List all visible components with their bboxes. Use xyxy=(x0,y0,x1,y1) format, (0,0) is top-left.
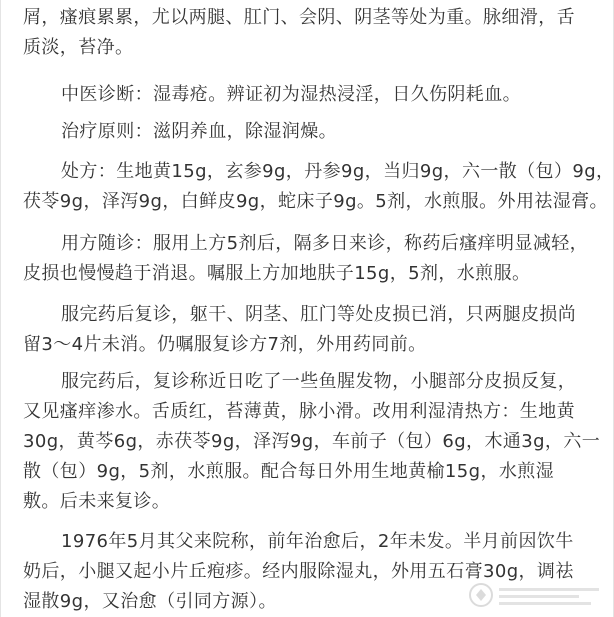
text-line: 质淡，苔净。 xyxy=(23,37,134,58)
text-line: 敷。后未来复诊。 xyxy=(23,491,171,512)
paragraph-outcome xyxy=(23,527,599,617)
text-line: 服完药后，复诊称近日吃了一些鱼腥发物，小腿部分皮损反复， xyxy=(61,371,577,392)
paragraph-second-visit xyxy=(23,300,599,360)
text-line: 皮损也慢慢趋于消退。嘱服上方加地肤子15g，5剂，水煎服。 xyxy=(23,263,531,284)
paragraph-diagnosis xyxy=(23,80,599,110)
text-line: 中医诊断：湿毒疮。辨证初为湿热浸淫，日久伤阴耗血。 xyxy=(61,84,521,105)
text-line: 服完药后复诊，躯干、阴茎、肛门等处皮损已消，只两腿皮损尚 xyxy=(61,304,577,325)
paragraph-follow-up xyxy=(23,229,599,289)
paragraph-symptoms xyxy=(23,3,599,63)
text-line: 治疗原则：滋阴养血，除湿润燥。 xyxy=(61,121,337,142)
paragraph-prescription xyxy=(23,157,614,217)
text-line: 留3～4片未消。仍嘱服复诊方7剂，外用药同前。 xyxy=(23,334,427,355)
text-line: 30g，黄芩6g，赤茯苓9g，泽泻9g，车前子（包）6g，木通3g，六一 xyxy=(23,431,601,452)
text-line: 湿散9g，又治愈（引同方源）。 xyxy=(23,591,277,612)
text-line: 又见瘙痒渗水。舌质红，苔薄黄，脉小滑。改用利湿清热方：生地黄 xyxy=(23,401,575,422)
text-line: 用方随诊：服用上方5剂后，隔多日来诊，称药后瘙痒明显减轻， xyxy=(61,233,589,254)
text-line: 散（包）9g，5剂，水煎服。配合每日外用生地黄榆15g，水煎湿 xyxy=(23,461,555,482)
text-line: 奶后，小腿又起小片丘疱疹。经内服除湿丸，外用五石膏30g，调祛 xyxy=(23,561,574,582)
text-line: 茯苓9g，泽泻9g，白鲜皮9g，蛇床子9g。5剂，水煎服。外用祛湿膏。 xyxy=(23,191,608,212)
text-line: 屑，瘙痕累累，尤以两腿、肛门、会阴、阴茎等处为重。脉细滑，舌 xyxy=(23,7,575,28)
paragraph-relapse xyxy=(23,367,599,517)
text-line: 1976年5月其父来院称，前年治愈后，2年未发。半月前因饮牛 xyxy=(61,531,574,552)
paragraph-treatment-principle xyxy=(23,117,599,147)
text-line: 处方：生地黄15g，玄参9g，丹参9g，当归9g，六一散（包）9g， xyxy=(61,161,614,182)
